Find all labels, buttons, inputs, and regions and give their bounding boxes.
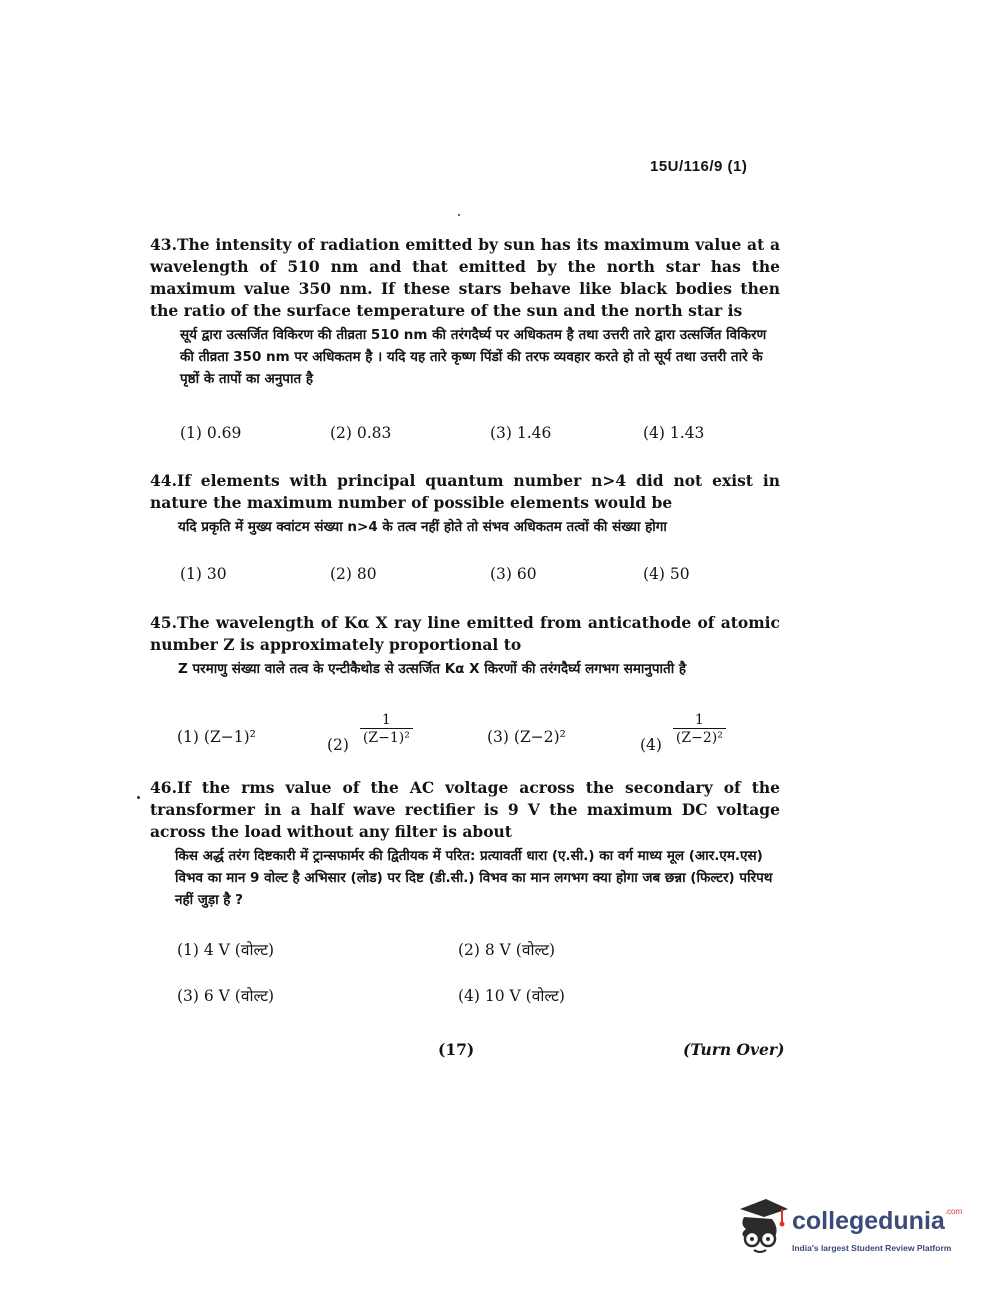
option-1: (1) 30 xyxy=(180,565,227,583)
option-label: (2) xyxy=(327,735,349,754)
option-2: (2) 80 xyxy=(330,565,377,583)
question-43 xyxy=(150,234,780,390)
question-44 xyxy=(150,470,780,538)
question-text-en: The intensity of radiation emitted by sun has its maximum value at a wavelength of 510 nm and that emitted by the north star has the maximum value 350 nm. If these stars behave like black bodies then the ratio of the surface temperature of the sun and the north star is xyxy=(150,235,780,320)
scan-speck xyxy=(458,214,460,216)
options-44 xyxy=(175,565,775,589)
option-label: (1) xyxy=(177,728,199,746)
option-3: (3) 1.46 xyxy=(490,424,552,442)
option-2: (2) 0.83 xyxy=(330,424,392,442)
scan-speck xyxy=(137,796,140,799)
option-2: (2) 8 V (वोल्ट) xyxy=(458,941,556,959)
question-number: 44. xyxy=(150,471,177,490)
paper-code: 15U/116/9 (1) xyxy=(650,158,748,175)
option-3 xyxy=(487,728,566,746)
option-4: (4) 10 V (वोल्ट) xyxy=(458,987,565,1005)
question-text-hi: किस अर्द्ध तरंग दिष्टकारी में ट्रान्सफार्मर की द्वितीयक में परित: प्रत्यावर्ती धारा (ए.सी.) का वर्ग माध्य मूल (आर.एम.एस) विभव का मान 9 वोल्ट है अभिसार (लोड) पर दिष्ट (डी.सी.) विभव का मान लगभग क्या होगा जब छन्ना (फिल्टर) परिपथ नहीं जुड़ा है ? xyxy=(175,848,773,908)
question-text-en: The wavelength of Kα X ray line emitted from anticathode of atomic number Z is approximately proportional to xyxy=(150,613,780,654)
collegedunia-logo[interactable] xyxy=(730,1195,970,1265)
option-formula: (Z−1)² xyxy=(203,728,256,746)
options-46-row1 xyxy=(175,938,775,962)
options-46-row2 xyxy=(175,984,775,1008)
question-text-en: If the rms value of the AC voltage across the secondary of the transformer in a half wave rectifier is 9 V the maximum DC voltage across the load without any filter is about xyxy=(150,778,780,841)
question-number: 43. xyxy=(150,235,177,254)
fraction xyxy=(673,712,726,747)
option-1 xyxy=(177,728,256,746)
question-text-en: If elements with principal quantum number n>4 did not exist in nature the maximum number of possible elements would be xyxy=(150,471,780,512)
logo-suffix: .com xyxy=(944,1207,963,1216)
option-label: (4) xyxy=(640,735,662,754)
fraction xyxy=(360,712,413,747)
question-text-hi: Z परमाणु संख्या वाले तत्व के एन्टीकैथोड से उत्सर्जित Kα X किरणों की तरंगदैर्घ्य लगभग समानुपाती है xyxy=(178,661,687,677)
turn-over-note: (Turn Over) xyxy=(683,1040,785,1059)
question-number: 45. xyxy=(150,613,177,632)
page-number: (17) xyxy=(438,1040,475,1059)
option-3: (3) 6 V (वोल्ट) xyxy=(177,987,275,1005)
option-label: (3) xyxy=(487,728,509,746)
question-46 xyxy=(150,777,780,911)
option-4: (4) 1.43 xyxy=(643,424,705,442)
question-text-hi: सूर्य द्वारा उत्सर्जित विकिरण की तीव्रता 510 nm की तरंगदैर्घ्य पर अधिकतम है तथा उत्तरी तारे द्वारा उत्सर्जित विकिरण की तीव्रता 350 nm पर अधिकतम है । यदि यह तारे कृष्ण पिंडों की तरफ व्यवहार करते हो तो सूर्य तथा उत्तरी तारे के पृष्ठों के तापों का अनुपात है xyxy=(180,327,767,387)
option-4 xyxy=(640,712,726,754)
option-formula: (Z−2)² xyxy=(513,728,566,746)
option-2 xyxy=(327,712,413,754)
option-1: (1) 0.69 xyxy=(180,424,242,442)
denominator: (Z−1)² xyxy=(360,728,413,747)
question-45 xyxy=(150,612,780,680)
question-text-hi: यदि प्रकृति में मुख्य क्वांटम संख्या n>4 के तत्व नहीं होते तो संभव अधिकतम तत्वों की संख्या होगा xyxy=(178,519,667,535)
numerator: 1 xyxy=(694,712,704,728)
question-number: 46. xyxy=(150,778,177,797)
option-1: (1) 4 V (वोल्ट) xyxy=(177,941,275,959)
denominator: (Z−2)² xyxy=(673,728,726,747)
numerator: 1 xyxy=(381,712,391,728)
student-mascot-icon xyxy=(730,1195,790,1257)
option-4: (4) 50 xyxy=(643,565,690,583)
logo-wordmark: collegedunia$^{.com}$ xyxy=(792,1207,963,1235)
logo-tagline: India's largest Student Review Platform xyxy=(792,1243,952,1253)
option-3: (3) 60 xyxy=(490,565,537,583)
options-43 xyxy=(175,424,775,448)
options-45 xyxy=(175,712,775,756)
